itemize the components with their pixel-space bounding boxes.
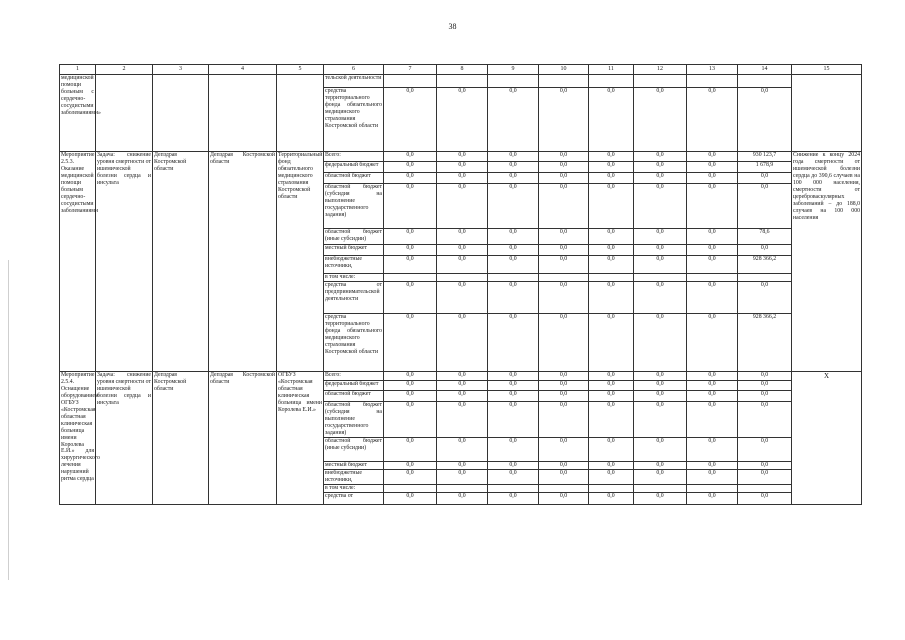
measure-coordinator: Депздрав Костромской области: [153, 372, 209, 505]
amount-cell: 0,0: [437, 492, 488, 504]
funding-table-wrapper: [59, 64, 861, 505]
amount-cell: 0,0: [589, 184, 634, 229]
amount-cell: 0,0: [437, 372, 488, 381]
amount-cell: 0,0: [589, 229, 634, 245]
amount-cell: 0,0: [488, 184, 539, 229]
amount-cell: [437, 484, 488, 492]
amount-cell: 0,0: [687, 173, 738, 184]
amount-cell: [384, 484, 437, 492]
amount-cell: 0,0: [589, 461, 634, 469]
amount-cell: 1 678,9: [738, 162, 792, 173]
amount-cell: 0,0: [539, 173, 589, 184]
amount-cell: 0,0: [634, 152, 687, 162]
amount-cell: 0,0: [384, 391, 437, 402]
measure-participant: Территориальный фонд обязательного медицинского страхования Костромской области: [277, 152, 324, 372]
amount-cell: 0,0: [687, 314, 738, 372]
amount-cell: 0,0: [738, 282, 792, 314]
amount-cell: 0,0: [539, 184, 589, 229]
header-cell: 8: [437, 65, 488, 75]
amount-cell: [539, 484, 589, 492]
header-cell: 12: [634, 65, 687, 75]
amount-cell: [738, 75, 792, 88]
amount-cell: 0,0: [539, 437, 589, 461]
funding-table: [59, 64, 862, 505]
measure-executor: Депздрав Костромской области: [209, 372, 277, 505]
amount-cell: [687, 484, 738, 492]
amount-cell: 0,0: [488, 282, 539, 314]
amount-cell: 0,0: [488, 173, 539, 184]
amount-cell: 0,0: [687, 152, 738, 162]
amount-cell: [589, 274, 634, 282]
expected-result: [792, 75, 862, 152]
amount-cell: 0,0: [384, 162, 437, 173]
amount-cell: 0,0: [634, 314, 687, 372]
amount-cell: 0,0: [539, 152, 589, 162]
amount-cell: 0,0: [539, 282, 589, 314]
header-cell: 1: [60, 65, 96, 75]
amount-cell: 0,0: [634, 469, 687, 484]
amount-cell: 0,0: [437, 88, 488, 152]
funding-source-label: средства территориального фонда обязательного медицинского страхования Костромской области: [324, 314, 384, 372]
amount-cell: 0,0: [687, 492, 738, 504]
funding-source-label: Всего:: [324, 372, 384, 381]
measure-coordinator: Депздрав Костромской области: [153, 152, 209, 372]
amount-cell: 0,0: [634, 402, 687, 438]
amount-cell: [634, 484, 687, 492]
amount-cell: 0,0: [738, 437, 792, 461]
amount-cell: [384, 274, 437, 282]
header-cell: 13: [687, 65, 738, 75]
funding-source-label: местный бюджет: [324, 461, 384, 469]
amount-cell: 0,0: [437, 184, 488, 229]
funding-source-label: федеральный бюджет: [324, 381, 384, 391]
measure-executor: [209, 75, 277, 152]
funding-source-label: областной бюджет (субсидия на выполнение государственного задания): [324, 184, 384, 229]
amount-cell: 0,0: [384, 469, 437, 484]
header-cell: 14: [738, 65, 792, 75]
amount-cell: 0,0: [384, 437, 437, 461]
header-cell: 5: [277, 65, 324, 75]
amount-cell: 0,0: [488, 88, 539, 152]
amount-cell: [539, 274, 589, 282]
amount-cell: 0,0: [384, 88, 437, 152]
amount-cell: 0,0: [738, 245, 792, 256]
header-cell: 9: [488, 65, 539, 75]
amount-cell: 0,0: [589, 314, 634, 372]
funding-source-label: средства от: [324, 492, 384, 504]
amount-cell: 928 366,2: [738, 256, 792, 274]
amount-cell: 0,0: [589, 88, 634, 152]
funding-source-label: Всего:: [324, 152, 384, 162]
measure-coordinator: [153, 75, 209, 152]
amount-cell: 0,0: [437, 381, 488, 391]
amount-cell: 0,0: [437, 461, 488, 469]
amount-cell: 0,0: [634, 381, 687, 391]
header-cell: 7: [384, 65, 437, 75]
amount-cell: [589, 75, 634, 88]
amount-cell: 0,0: [687, 282, 738, 314]
page-number: 38: [448, 22, 457, 31]
amount-cell: [539, 75, 589, 88]
amount-cell: 0,0: [488, 152, 539, 162]
amount-cell: 0,0: [384, 282, 437, 314]
expected-result: Снижение к концу 2024 года смертности от ишемической болезни сердца до 390,6 случаев на 100 000 населения, смертности от цереброваскулярных заболеваний – до 188,0 случаев на 100 000 населения: [792, 152, 862, 372]
amount-cell: 0,0: [488, 245, 539, 256]
amount-cell: 0,0: [738, 381, 792, 391]
amount-cell: 0,0: [687, 469, 738, 484]
amount-cell: 0,0: [589, 492, 634, 504]
amount-cell: 0,0: [488, 437, 539, 461]
funding-source-label: средства от предпринимательской деятельности: [324, 282, 384, 314]
amount-cell: 0,0: [539, 461, 589, 469]
measure-title: Мероприятие 2.5.4. Оснащение оборудованием ОГБУЗ «Костромская областная клиническая больница имени Королева Е.И.» для хирургического лечения нарушений ритма сердца: [60, 372, 96, 505]
amount-cell: 78,6: [738, 229, 792, 245]
funding-row: [60, 372, 862, 381]
header-cell: 2: [96, 65, 153, 75]
amount-cell: 0,0: [634, 391, 687, 402]
amount-cell: 0,0: [738, 372, 792, 381]
amount-cell: [488, 274, 539, 282]
amount-cell: 0,0: [589, 245, 634, 256]
amount-cell: 0,0: [589, 381, 634, 391]
funding-source-label: областной бюджет: [324, 391, 384, 402]
amount-cell: 0,0: [738, 88, 792, 152]
amount-cell: 0,0: [539, 162, 589, 173]
amount-cell: 0,0: [687, 256, 738, 274]
amount-cell: 0,0: [437, 314, 488, 372]
header-cell: 3: [153, 65, 209, 75]
header-cell: 10: [539, 65, 589, 75]
amount-cell: 0,0: [384, 372, 437, 381]
amount-cell: 930 123,7: [738, 152, 792, 162]
funding-source-label: областной бюджет: [324, 173, 384, 184]
amount-cell: 0,0: [384, 492, 437, 504]
amount-cell: 0,0: [738, 391, 792, 402]
amount-cell: 0,0: [488, 391, 539, 402]
amount-cell: 0,0: [634, 173, 687, 184]
amount-cell: 0,0: [384, 402, 437, 438]
measure-task: [96, 75, 153, 152]
amount-cell: 0,0: [687, 229, 738, 245]
amount-cell: 0,0: [687, 381, 738, 391]
amount-cell: 0,0: [687, 88, 738, 152]
measure-participant: [277, 75, 324, 152]
amount-cell: 0,0: [589, 372, 634, 381]
amount-cell: 0,0: [437, 282, 488, 314]
amount-cell: 0,0: [634, 184, 687, 229]
amount-cell: 0,0: [539, 229, 589, 245]
funding-source-label: внебюджетные источники,: [324, 469, 384, 484]
amount-cell: 0,0: [539, 245, 589, 256]
amount-cell: 0,0: [687, 184, 738, 229]
scan-edge-line: [8, 260, 9, 580]
amount-cell: 0,0: [384, 152, 437, 162]
amount-cell: 0,0: [539, 492, 589, 504]
amount-cell: [738, 484, 792, 492]
amount-cell: [738, 274, 792, 282]
amount-cell: 0,0: [539, 256, 589, 274]
amount-cell: 0,0: [384, 461, 437, 469]
amount-cell: 0,0: [488, 162, 539, 173]
amount-cell: 0,0: [589, 173, 634, 184]
amount-cell: 0,0: [634, 461, 687, 469]
amount-cell: 0,0: [634, 437, 687, 461]
measure-participant: ОГБУЗ «Костромская областная клиническая больница имени Королева Е.И.»: [277, 372, 324, 505]
amount-cell: 0,0: [384, 256, 437, 274]
amount-cell: 0,0: [539, 372, 589, 381]
amount-cell: 0,0: [437, 152, 488, 162]
amount-cell: 0,0: [687, 372, 738, 381]
measure-task: Задача: снижение уровня смертности от ишемической болезни сердца и инсульта: [96, 372, 153, 505]
amount-cell: [488, 75, 539, 88]
amount-cell: 0,0: [384, 381, 437, 391]
amount-cell: 0,0: [589, 391, 634, 402]
amount-cell: 0,0: [738, 402, 792, 438]
amount-cell: 0,0: [738, 492, 792, 504]
amount-cell: 0,0: [634, 256, 687, 274]
header-cell: 4: [209, 65, 277, 75]
amount-cell: 0,0: [589, 402, 634, 438]
amount-cell: 0,0: [488, 381, 539, 391]
amount-cell: 0,0: [589, 282, 634, 314]
amount-cell: 0,0: [488, 372, 539, 381]
measure-task: Задача: снижение уровня смертности от ишемической болезни сердца и инсульта: [96, 152, 153, 372]
funding-source-label: внебюджетные источники,: [324, 256, 384, 274]
amount-cell: 0,0: [738, 469, 792, 484]
amount-cell: 0,0: [488, 461, 539, 469]
amount-cell: 0,0: [437, 162, 488, 173]
amount-cell: 0,0: [488, 229, 539, 245]
amount-cell: 0,0: [437, 245, 488, 256]
amount-cell: [687, 75, 738, 88]
amount-cell: [687, 274, 738, 282]
amount-cell: 0,0: [634, 162, 687, 173]
amount-cell: 0,0: [384, 173, 437, 184]
amount-cell: 0,0: [589, 437, 634, 461]
amount-cell: 0,0: [384, 245, 437, 256]
amount-cell: 0,0: [437, 256, 488, 274]
amount-cell: 0,0: [634, 492, 687, 504]
amount-cell: 0,0: [488, 469, 539, 484]
amount-cell: 0,0: [488, 402, 539, 438]
funding-source-label: областной бюджет (иные субсидии): [324, 229, 384, 245]
amount-cell: 0,0: [437, 437, 488, 461]
amount-cell: 928 366,2: [738, 314, 792, 372]
amount-cell: 0,0: [384, 184, 437, 229]
funding-row: [60, 75, 862, 88]
amount-cell: 0,0: [738, 184, 792, 229]
amount-cell: 0,0: [687, 245, 738, 256]
measure-2-5-3-block: [60, 152, 862, 372]
amount-cell: 0,0: [589, 152, 634, 162]
amount-cell: [488, 484, 539, 492]
expected-result: Х: [792, 372, 862, 505]
funding-source-label: областной бюджет (субсидия на выполнение государственного задания): [325, 402, 382, 436]
funding-source-label: областной бюджет (иные субсидии): [324, 437, 384, 461]
amount-cell: 0,0: [384, 229, 437, 245]
header-cell: 15: [792, 65, 862, 75]
amount-cell: 0,0: [488, 256, 539, 274]
amount-cell: 0,0: [687, 391, 738, 402]
amount-cell: 0,0: [589, 256, 634, 274]
funding-source-label: в том числе:: [324, 274, 384, 282]
amount-cell: 0,0: [634, 229, 687, 245]
amount-cell: 0,0: [488, 492, 539, 504]
amount-cell: 0,0: [589, 162, 634, 173]
measure-2-5-4-block: [60, 372, 862, 505]
amount-cell: 0,0: [687, 402, 738, 438]
amount-cell: [589, 484, 634, 492]
amount-cell: 0,0: [634, 372, 687, 381]
measure-title: медицинской помощи больным с сердечно-сосудистыми заболеваниями»: [60, 75, 96, 152]
amount-cell: 0,0: [634, 245, 687, 256]
amount-cell: [634, 75, 687, 88]
header-cell: 6: [324, 65, 384, 75]
amount-cell: 0,0: [384, 314, 437, 372]
amount-cell: [437, 274, 488, 282]
amount-cell: 0,0: [738, 173, 792, 184]
amount-cell: [437, 75, 488, 88]
amount-cell: 0,0: [437, 391, 488, 402]
amount-cell: 0,0: [437, 173, 488, 184]
amount-cell: 0,0: [634, 282, 687, 314]
funding-source-label: местный бюджет: [324, 245, 384, 256]
funding-source-label: средства территориального фонда обязательного медицинского страхования Костромской области: [324, 88, 384, 152]
funding-source-label: федеральный бюджет: [324, 162, 384, 173]
amount-cell: 0,0: [634, 88, 687, 152]
amount-cell: 0,0: [687, 461, 738, 469]
continuation-block: [60, 75, 862, 152]
amount-cell: 0,0: [738, 461, 792, 469]
funding-row: [60, 152, 862, 162]
amount-cell: 0,0: [539, 469, 589, 484]
amount-cell: 0,0: [539, 391, 589, 402]
amount-cell: 0,0: [539, 381, 589, 391]
measure-executor: Депздрав Костромской области: [209, 152, 277, 372]
amount-cell: 0,0: [488, 314, 539, 372]
amount-cell: [634, 274, 687, 282]
amount-cell: 0,0: [589, 469, 634, 484]
header-cell: 11: [589, 65, 634, 75]
funding-source-label: тельской деятельности: [324, 75, 384, 88]
amount-cell: 0,0: [687, 162, 738, 173]
amount-cell: 0,0: [437, 402, 488, 438]
amount-cell: 0,0: [687, 437, 738, 461]
amount-cell: [384, 75, 437, 88]
measure-title: Мероприятие 2.5.3. Оказание медицинской помощи больным сердечно-сосудистыми заболеваниями: [60, 152, 96, 372]
amount-cell: 0,0: [437, 229, 488, 245]
amount-cell: 0,0: [437, 469, 488, 484]
header-row: [60, 65, 862, 75]
amount-cell: 0,0: [539, 314, 589, 372]
amount-cell: 0,0: [539, 402, 589, 438]
funding-source-label: в том числе:: [324, 484, 384, 492]
amount-cell: 0,0: [539, 88, 589, 152]
